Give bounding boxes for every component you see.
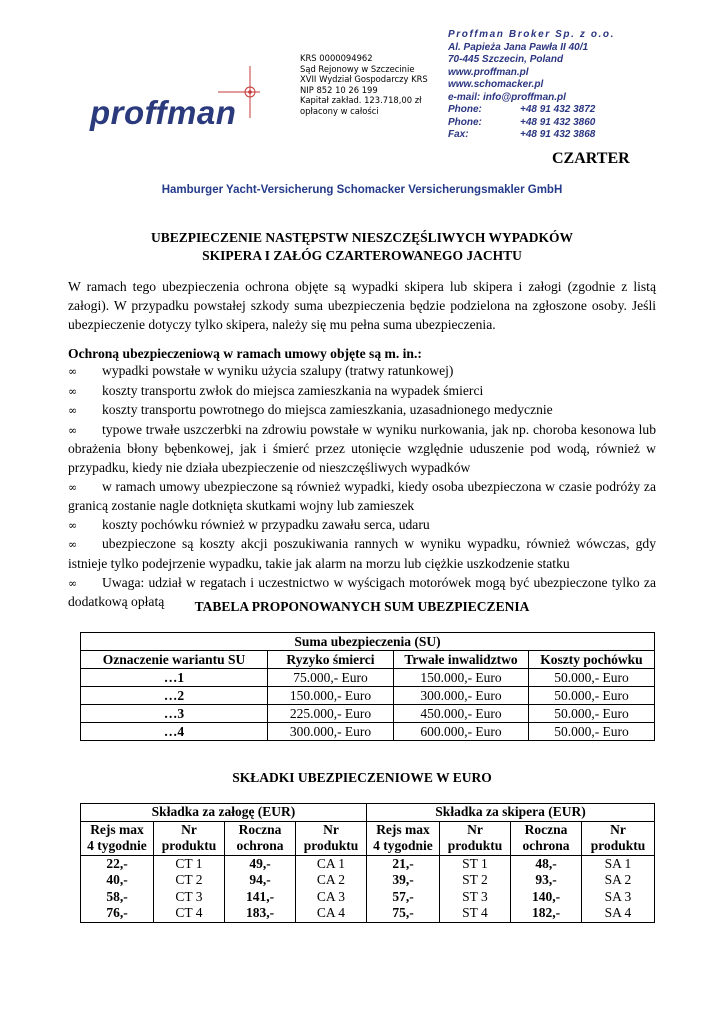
page-title: UBEZPIECZENIE NASTĘPSTW NIESZCZĘŚLIWYCH WYPADKÓW [151, 230, 573, 245]
sum-table [80, 632, 655, 741]
list-item [68, 478, 656, 516]
list-item-text: w ramach umowy ubezpieczone są również wypadki, kiedy osoba ubezpieczona w czasie podróży za granicą zostanie nagle dotknięta skutkami wojny lub zamieszek [68, 478, 656, 514]
table-cell: 75,- [367, 905, 440, 922]
table-cell: …3 [81, 705, 268, 723]
table-header-row [81, 651, 655, 669]
table-cell: 140,- [511, 889, 582, 906]
list-item [68, 401, 656, 421]
table-cell: ST 4 [440, 905, 511, 922]
table-cell: 50.000,- Euro [529, 705, 655, 723]
table-row [81, 855, 655, 872]
infinity-icon: ∞ [68, 384, 78, 398]
table-cell: 50.000,- Euro [529, 669, 655, 687]
column-header: Trwałe inwalidztwo [394, 651, 529, 669]
column-header: produktu [440, 838, 511, 855]
table-cell: ST 1 [440, 855, 511, 872]
column-header: ochrona [225, 838, 296, 855]
table-cell: …4 [81, 723, 268, 741]
contact-label: Phone: [448, 116, 482, 128]
list-item [68, 362, 656, 382]
table-caption: Suma ubezpieczenia (SU) [81, 633, 655, 651]
list-item [68, 535, 656, 573]
address-line: 70-445 Szczecin, Poland [448, 54, 564, 65]
registry-line: Sąd Rejonowy w Szczecinie [300, 63, 415, 74]
contact-row [448, 104, 678, 117]
logo-wordmark: proffman [90, 94, 237, 131]
infinity-icon: ∞ [68, 404, 78, 418]
column-header: Roczna [225, 821, 296, 838]
list-item-text: ubezpieczone są koszty akcji poszukiwania rannych w wyniku wypadku, również wówczas, gdy istnieje tylko podejrzenie wypadku, takie jak alarm na morzu lub ciężkie uszkodzenie statku [68, 536, 656, 571]
table-cell: 50.000,- Euro [529, 687, 655, 705]
table-cell: CA 4 [296, 905, 367, 922]
contact-label: Fax: [448, 129, 469, 140]
premium-table [80, 803, 655, 923]
registry-line: KRS 0000094962 [300, 53, 373, 63]
table-cell: CT 1 [154, 855, 225, 872]
coverage-list [68, 362, 656, 612]
coverage-heading: Ochroną ubezpieczeniową w ramach umowy objęte są m. in.: [68, 346, 422, 361]
proffman-logo [90, 58, 260, 130]
column-header: Oznaczenie wariantu SU [81, 651, 268, 669]
document-subtitle: Hamburger Yacht-Versicherung Schomacker Versicherungsmakler GmbH [161, 184, 563, 196]
table-header-row [81, 821, 655, 838]
table-cell: 182,- [511, 905, 582, 922]
group-header-skipper: Składka za skipera (EUR) [367, 804, 655, 822]
column-header: Nr [440, 821, 511, 838]
column-header: Nr [154, 821, 225, 838]
table-cell: 39,- [367, 872, 440, 889]
contact-value: +48 91 432 3868 [520, 129, 596, 140]
table-cell: 48,- [511, 855, 582, 872]
table-cell: ST 2 [440, 872, 511, 889]
table-cell: 183,- [225, 905, 296, 922]
page-title-line2: SKIPERA I ZAŁÓG CZARTEROWANEGO JACHTU [202, 248, 522, 263]
list-item [68, 382, 656, 402]
table-cell: 93,- [511, 872, 582, 889]
table-group-row [81, 804, 655, 822]
company-contact [448, 29, 678, 142]
table-cell: CT 2 [154, 872, 225, 889]
table-cell: 225.000,- Euro [268, 705, 394, 723]
column-header: produktu [582, 838, 655, 855]
list-item-text: koszty pochówku również w przypadku zawału serca, udaru [102, 516, 430, 532]
column-header: Roczna [511, 821, 582, 838]
table-cell: 300.000,- Euro [394, 687, 529, 705]
registry-line: XVII Wydział Gospodarczy KRS [300, 74, 428, 85]
table-caption-row [81, 633, 655, 651]
table-cell: 300.000,- Euro [268, 723, 394, 741]
infinity-icon: ∞ [68, 518, 78, 532]
table-cell: 76,- [81, 905, 154, 922]
list-item [68, 516, 656, 536]
table-cell: 94,- [225, 872, 296, 889]
column-header: Koszty pochówku [529, 651, 655, 669]
table-cell: SA 2 [582, 872, 655, 889]
column-header: Rejs max [367, 821, 440, 838]
table-row [81, 889, 655, 906]
column-header: 4 tygodnie [367, 838, 440, 855]
document-type: CZARTER [552, 150, 630, 167]
intro-paragraph: W ramach tego ubezpieczenia ochrona objęte są wypadki skipera lub skipera i załogi (zgodnie z listą załogi). W przypadku powstałej szkody suma ubezpieczenia będzie podzielona na zgłoszone osoby. Jeśli ubezpieczenie dotyczy tylko skipera, należy się mu pełna suma ubezpieczenia. [68, 279, 656, 332]
table-row [81, 872, 655, 889]
table-cell: …1 [81, 669, 268, 687]
infinity-icon: ∞ [68, 576, 78, 590]
table-cell: 150.000,- Euro [394, 669, 529, 687]
column-header: 4 tygodnie [81, 838, 154, 855]
infinity-icon: ∞ [68, 365, 78, 378]
table-row [81, 723, 655, 741]
table-cell: CA 3 [296, 889, 367, 906]
table-cell: …2 [81, 687, 268, 705]
registry-line: opłacony w całości [300, 105, 379, 116]
table-cell: 50.000,- Euro [529, 723, 655, 741]
table-cell: 600.000,- Euro [394, 723, 529, 741]
contact-value: +48 91 432 3872 [520, 104, 596, 115]
column-header: Nr [582, 821, 655, 838]
column-header: Rejs max [81, 821, 154, 838]
registry-info [300, 53, 440, 117]
table-cell: 75.000,- Euro [268, 669, 394, 687]
table-row [81, 687, 655, 705]
address-line: Al. Papieża Jana Pawła II 40/1 [448, 41, 589, 53]
table-cell: 58,- [81, 889, 154, 906]
list-item-text: typowe trwałe uszczerbki na zdrowiu powstałe w wyniku nurkowania, jak np. choroba kesonowa lub obrażenia błony bębenkowej, jak i śmierć przez utonięcie względnie uduszenie pod wodą, również w przypadku, kiedy nie działa ubezpieczenie od nieszczęśliwych wypadków [68, 421, 656, 475]
table-header-row [81, 838, 655, 855]
premium-table-title: SKŁADKI UBEZPIECZENIOWE W EURO [232, 770, 492, 785]
infinity-icon: ∞ [68, 423, 78, 437]
list-item-text: koszty transportu zwłok do miejsca zamieszkania na wypadek śmierci [102, 382, 484, 398]
contact-row [448, 117, 678, 130]
website-link[interactable]: www.proffman.pl [448, 66, 529, 78]
contact-label: Phone: [448, 104, 482, 115]
table-cell: SA 1 [582, 855, 655, 872]
table-row [81, 669, 655, 687]
table-cell: 141,- [225, 889, 296, 906]
table-row [81, 905, 655, 922]
table-cell: CA 1 [296, 855, 367, 872]
registry-line: Kapitał zakład. 123.718,00 zł [300, 95, 422, 106]
email-link[interactable]: e-mail: info@proffman.pl [448, 91, 566, 103]
group-header-crew: Składka za załogę (EUR) [81, 804, 367, 822]
contact-row [448, 129, 678, 142]
table-cell: 40,- [81, 872, 154, 889]
table-cell: 49,- [225, 855, 296, 872]
table-cell: SA 3 [582, 889, 655, 906]
table-cell: CT 4 [154, 905, 225, 922]
column-header: produktu [154, 838, 225, 855]
list-item [68, 421, 656, 478]
column-header: Nr [296, 821, 367, 838]
table-cell: SA 4 [582, 905, 655, 922]
sum-table-title: TABELA PROPONOWANYCH SUM UBEZPIECZENIA [194, 599, 530, 614]
infinity-icon: ∞ [68, 538, 78, 552]
table-cell: CA 2 [296, 872, 367, 889]
company-name: Proffman Broker Sp. z o.o. [448, 29, 615, 40]
column-header: produktu [296, 838, 367, 855]
table-row [81, 705, 655, 723]
table-cell: 22,- [81, 855, 154, 872]
table-cell: 450.000,- Euro [394, 705, 529, 723]
list-item-text: Uwaga: udział w regatach i uczestnictwo w wyścigach motorówek mogą być ubezpieczone tylko za dodatkową opłatą [68, 574, 656, 610]
website-link[interactable]: www.schomacker.pl [448, 79, 544, 90]
table-cell: ST 3 [440, 889, 511, 906]
infinity-icon: ∞ [68, 480, 78, 494]
table-cell: 150.000,- Euro [268, 687, 394, 705]
table-cell: 21,- [367, 855, 440, 872]
list-item-text: koszty transportu powrotnego do miejsca zamieszkania, uzasadnionego medycznie [102, 402, 553, 418]
list-item-text: wypadki powstałe w wyniku użycia szalupy (tratwy ratunkowej) [102, 363, 454, 378]
table-cell: 57,- [367, 889, 440, 906]
table-cell: CT 3 [154, 889, 225, 906]
column-header: Ryzyko śmierci [268, 651, 394, 669]
registry-line: NIP 852 10 26 199 [300, 84, 378, 95]
column-header: ochrona [511, 838, 582, 855]
contact-value: +48 91 432 3860 [520, 116, 596, 128]
